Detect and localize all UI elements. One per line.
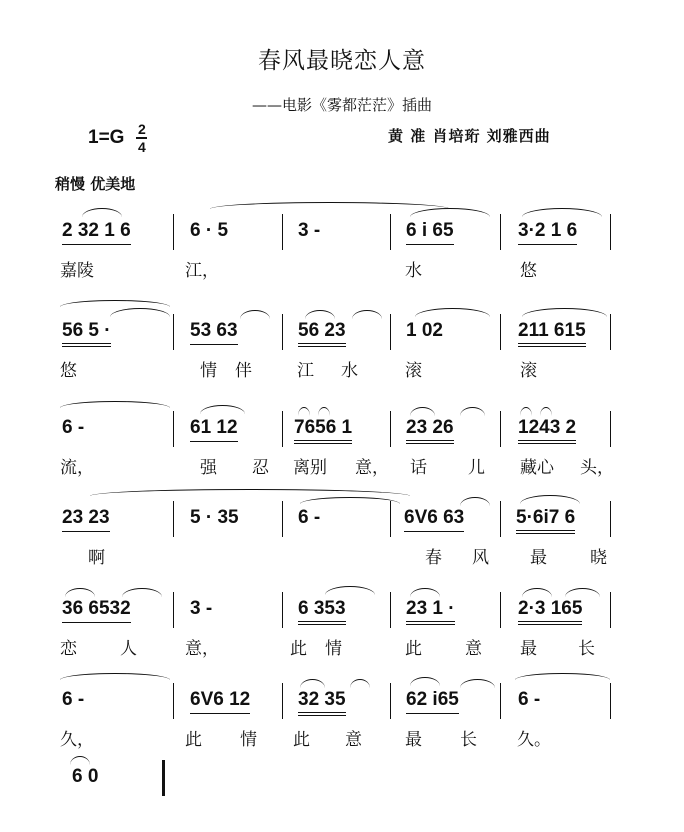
staff-row-5 bbox=[60, 574, 620, 664]
lyric: 人 bbox=[120, 639, 137, 659]
lyric: 忍 bbox=[252, 458, 269, 478]
lyric: 恋 bbox=[60, 639, 77, 659]
note-group: 23 1 · bbox=[406, 598, 455, 625]
note-group: 6 - bbox=[298, 507, 321, 528]
lyric: 藏心 bbox=[520, 458, 554, 478]
score-subtitle: ——电影《雾都茫茫》插曲 bbox=[251, 96, 432, 114]
staff-row-2 bbox=[60, 296, 620, 386]
note-group: 5 · 35 bbox=[190, 507, 239, 528]
staff-row-7 bbox=[60, 742, 620, 832]
note-group: 56 23 bbox=[298, 320, 346, 347]
lyric: 风 bbox=[472, 548, 489, 568]
note-group: 53 63 bbox=[190, 320, 238, 345]
score-title: 春风最晓恋人意 bbox=[258, 48, 426, 74]
lyric: 江， bbox=[185, 261, 219, 281]
lyric: 春 bbox=[425, 548, 442, 568]
note-group: 61 12 bbox=[190, 417, 238, 442]
lyric: 伴 bbox=[235, 361, 252, 381]
note-group: 6 - bbox=[62, 689, 85, 710]
lyric: 滚 bbox=[405, 361, 422, 381]
key-label: 1=G bbox=[88, 127, 125, 148]
note-group: 36 6532 bbox=[62, 598, 131, 623]
key-signature bbox=[88, 122, 147, 154]
lyric: 此 bbox=[293, 730, 310, 750]
note-group: 23 26 bbox=[406, 417, 454, 444]
lyric: 悠 bbox=[520, 261, 537, 281]
note-group: 211 615 bbox=[518, 320, 586, 347]
note-group: 5·6i7 6 bbox=[516, 507, 575, 534]
time-signature: 2 4 bbox=[138, 121, 146, 155]
note-group: 3 - bbox=[298, 220, 321, 241]
note-group: 6 - bbox=[62, 417, 85, 438]
lyric: 意， bbox=[185, 639, 219, 659]
staff-row-3 bbox=[60, 393, 620, 483]
lyric: 长 bbox=[460, 730, 477, 750]
note-group: 3 - bbox=[190, 598, 213, 619]
lyric: 情 bbox=[200, 361, 217, 381]
note-group: 6 i 65 bbox=[406, 220, 454, 245]
lyric: 情 bbox=[240, 730, 257, 750]
note-group: 6 - bbox=[518, 689, 541, 710]
note-group: 6V6 12 bbox=[190, 689, 250, 714]
note-group: 3·2 1 6 bbox=[518, 220, 577, 245]
lyric: 滚 bbox=[520, 361, 537, 381]
lyric: 离别 bbox=[293, 458, 327, 478]
staff-row-1 bbox=[60, 196, 620, 286]
lyric: 头， bbox=[580, 458, 614, 478]
lyric: 久， bbox=[60, 730, 94, 750]
lyric: 意， bbox=[355, 458, 389, 478]
lyric: 强 bbox=[200, 458, 217, 478]
lyric: 情 bbox=[325, 639, 342, 659]
note-group: 1 02 bbox=[406, 320, 443, 341]
staff-row-4 bbox=[60, 483, 620, 573]
note-group: 2 32 1 6 bbox=[62, 220, 131, 245]
note-group: 32 35 bbox=[298, 689, 346, 716]
lyric: 此 bbox=[290, 639, 307, 659]
lyric: 久。 bbox=[517, 730, 551, 750]
lyric: 悠 bbox=[60, 361, 77, 381]
note-group: 56 5 · bbox=[62, 320, 111, 347]
note-group: 7656 1 bbox=[294, 417, 352, 444]
note-group: 62 i65 bbox=[406, 689, 459, 714]
lyric: 嘉陵 bbox=[60, 261, 94, 281]
tempo-marking: 稍慢 优美地 bbox=[55, 175, 136, 193]
lyric: 此 bbox=[405, 639, 422, 659]
lyric: 话 bbox=[410, 458, 427, 478]
lyric: 最 bbox=[520, 639, 537, 659]
note-group: 6 0 bbox=[72, 766, 99, 787]
note-group: 6 353 bbox=[298, 598, 346, 625]
lyric: 水 bbox=[405, 261, 422, 281]
note-group: 1243 2 bbox=[518, 417, 576, 444]
lyric: 江 bbox=[297, 361, 314, 381]
lyric: 儿 bbox=[468, 458, 485, 478]
lyric: 最 bbox=[530, 548, 547, 568]
note-group: 23 23 bbox=[62, 507, 110, 532]
lyric: 长 bbox=[578, 639, 595, 659]
note-group: 6V6 63 bbox=[404, 507, 464, 532]
lyric: 水 bbox=[341, 361, 358, 381]
lyric: 意 bbox=[345, 730, 362, 750]
lyric: 晓 bbox=[590, 548, 607, 568]
note-group: 2·3 165 bbox=[518, 598, 582, 625]
lyric: 最 bbox=[405, 730, 422, 750]
lyric: 意 bbox=[465, 639, 482, 659]
composers: 黄 准 肖培珩 刘雅西曲 bbox=[388, 127, 551, 145]
lyric: 流， bbox=[60, 458, 94, 478]
lyric: 啊 bbox=[88, 548, 105, 568]
lyric: 此 bbox=[185, 730, 202, 750]
note-group: 6 · 5 bbox=[190, 220, 229, 241]
